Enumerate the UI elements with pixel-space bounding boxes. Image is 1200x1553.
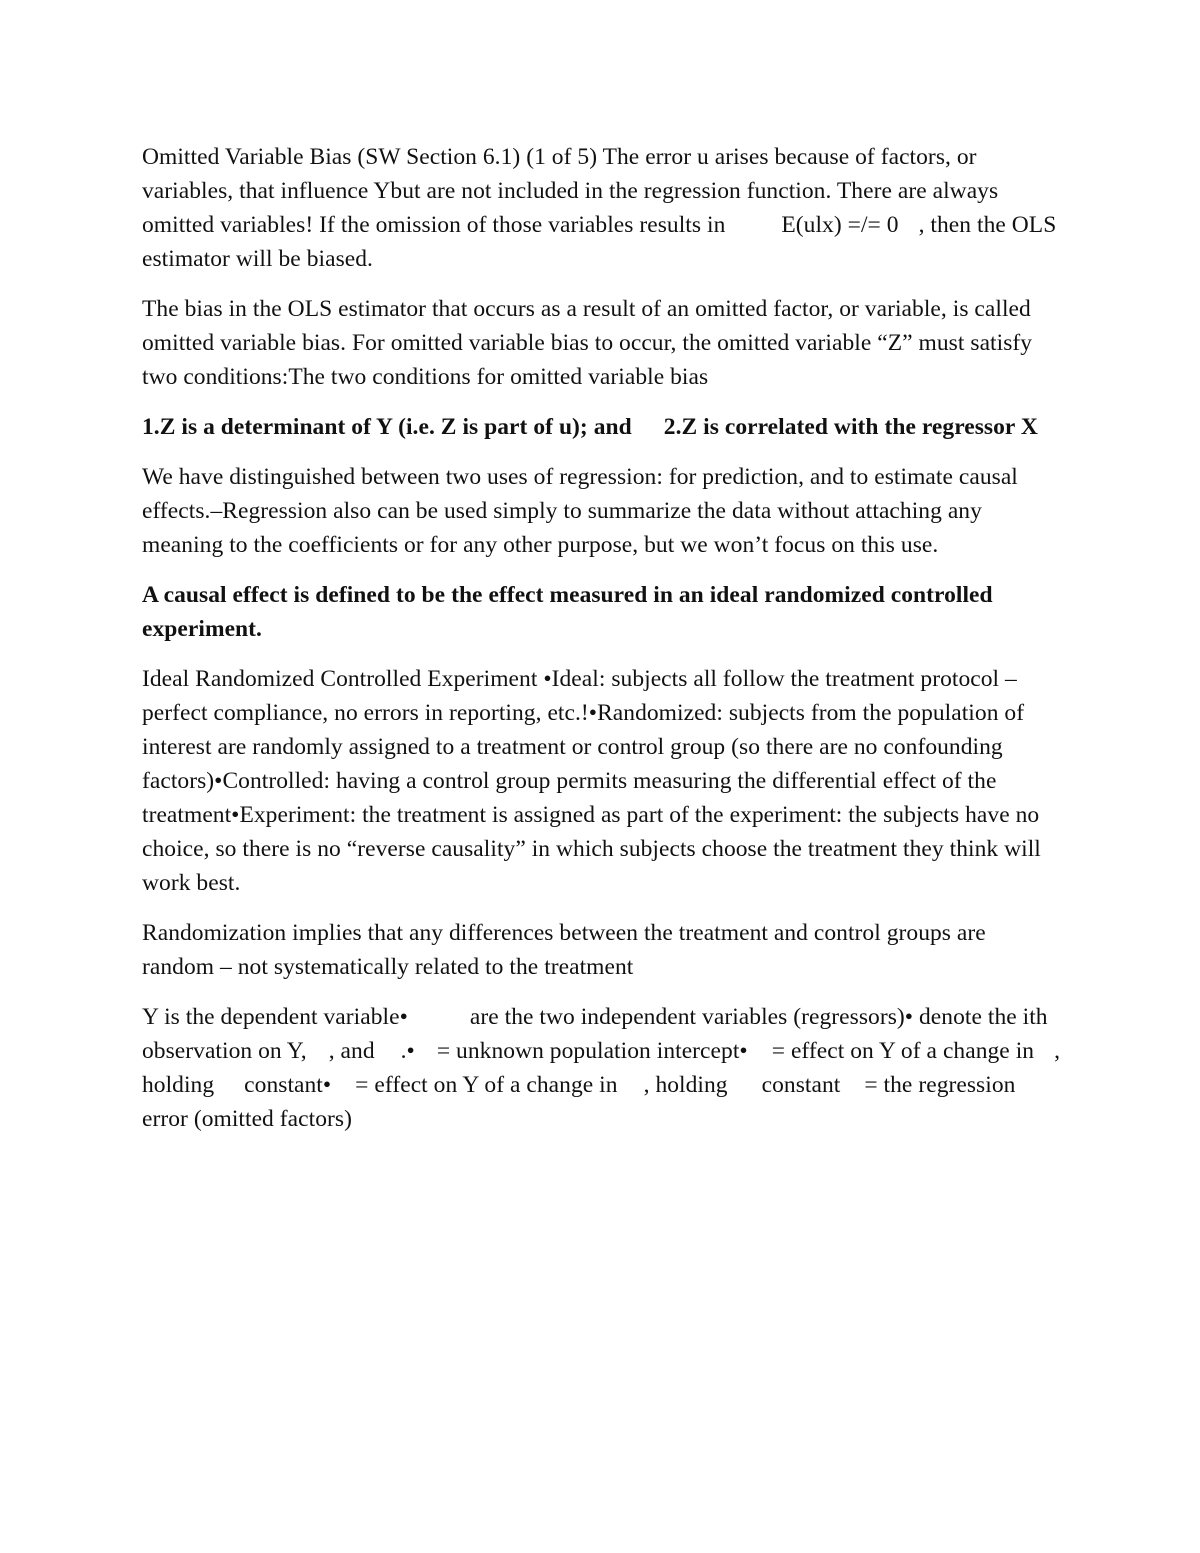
notation-intercept: = unknown population intercept• (436, 1038, 748, 1064)
intro-text: Omitted Variable Bias (SW Section 6.1) (1 of 5) The error u arises because of factors, or variables, that influence Ybut are not included in the regression function. There are always omitted variables! If the omission of those variables results in (142, 144, 999, 238)
notation-effect-one: effect on Y of a change in (790, 1038, 1035, 1064)
paragraph-ideal-experiment: Ideal Randomized Controlled Experiment •Ideal: subjects all follow the treatment protocol – perfect compliance, no errors in reporting, etc.!•Randomized: subjects from the population of interest are randomly assigned to a treatment or control group (so there are no confounding factors)•Controlled: having a control group permits measuring the differential effect of the treatment•Experiment: the treatment is assigned as part of the experiment: the subjects have no choice, so there is no “reverse causality” in which subjects choose the treatment they think will work best. (142, 666, 1041, 896)
notation-constant-one: constant• (244, 1072, 332, 1098)
condition-two: 2.Z is correlated with the regressor X (663, 414, 1038, 440)
paragraph-randomization: Randomization implies that any differences between the treatment and control groups are random – not systematically related to the treatment (142, 920, 986, 980)
paragraph-causal-effect-definition: A causal effect is defined to be the effect measured in an ideal randomized controlled experiment. (142, 582, 993, 642)
paragraph-omitted-variable-bias-intro (142, 140, 1062, 276)
paragraph-uses-of-regression: We have distinguished between two uses of regression: for prediction, and to estimate causal effects.–Regression also can be used simply to summarize the data without attaching any meaning to the coefficients or for any other purpose, but we won’t focus on this use. (142, 464, 1018, 558)
notation-error-term: = the regression error (omitted factors) (142, 1072, 1016, 1132)
notation-comma: , (643, 1072, 650, 1098)
notation-equals: = (771, 1038, 785, 1064)
notation-effect-two: = effect on Y of a change in (355, 1072, 618, 1098)
paragraph-bias-definition: The bias in the OLS estimator that occurs as a result of an omitted factor, or variable, is called omitted variable bias. For omitted variable bias to occur, the omitted variable “Z” must satisfy two conditions:The two conditions for omitted variable bias (142, 296, 1033, 390)
intro-conclusion: , then the OLS estimator will be biased. (142, 212, 1057, 272)
paragraph-regression-notation (142, 1000, 1062, 1136)
notation-holding-two: holding (655, 1072, 728, 1098)
notation-dependent: Y is the dependent variable• (142, 1004, 408, 1030)
notation-independent: are the two independent variables (regressors)• (469, 1004, 914, 1030)
notation-constant-two: constant (761, 1072, 841, 1098)
paragraph-conditions (142, 410, 1062, 444)
notation-holding-one: , holding (142, 1038, 1061, 1098)
document-page (142, 140, 1062, 1152)
condition-one: 1.Z is a determinant of Y (i.e. Z is part of u); and (142, 414, 632, 440)
notation-and: , and (328, 1038, 375, 1064)
expectation-equation: E(ulx) =/= 0 (781, 212, 899, 238)
notation-observation: denote the ith observation on Y, (142, 1004, 1048, 1064)
notation-bullet: .• (400, 1038, 415, 1064)
